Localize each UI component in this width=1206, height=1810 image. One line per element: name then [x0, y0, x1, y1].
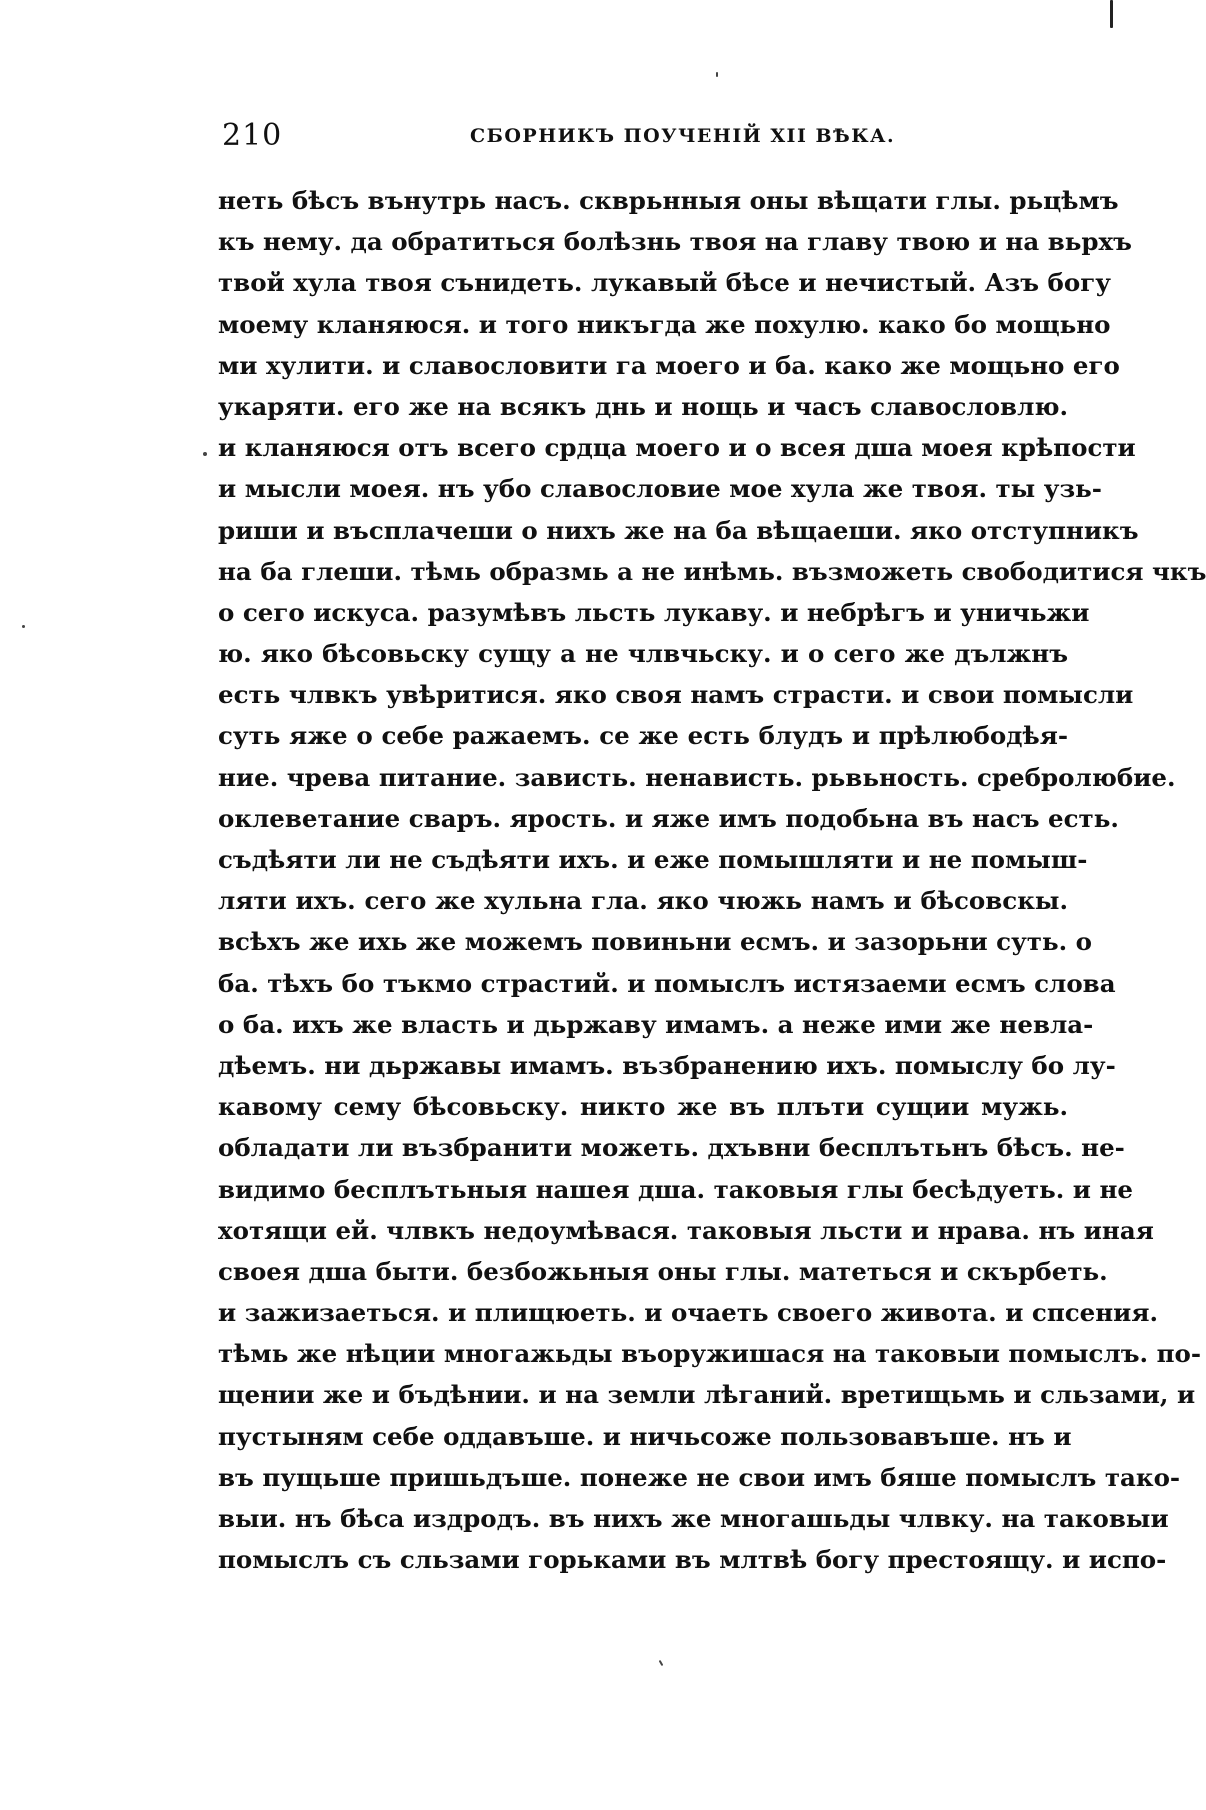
running-title: СБОРНИКЪ ПОУЧЕНІЙ XII ВѢКА.: [470, 125, 896, 147]
text-line: и зажизаеться. и плищюеть. и очаеть своего живота. и спсения.: [218, 1298, 1158, 1328]
scan-speck: [22, 625, 25, 628]
text-line: обладати ли възбранити можеть. дхъвни бесплътьнъ бѣсъ. не-: [218, 1133, 1125, 1163]
text-line: неть бѣсъ вънутрь насъ. скврьнныя оны вѣщати глы. рьцѣмъ: [218, 186, 1119, 215]
text-line: пустыням себе оддавъше. и ничьсоже пользовавъше. нъ и: [218, 1421, 1072, 1451]
body-text: [218, 180, 1206, 1580]
text-line: ба. тѣхъ бо тъкмо страстий. и помыслъ истязаеми есмъ слова: [218, 968, 1116, 998]
text-line: ляти ихъ. сего же хульна гла. яко чюжь намъ и бѣсовскы.: [218, 886, 1068, 916]
page-header: [222, 116, 1054, 156]
text-line: о ба. ихъ же власть и дьржаву имамъ. а неже ими же невла-: [218, 1009, 1094, 1039]
text-line: видимо бесплътьныя нашея дша. таковыя глы бесѣдуеть. и не: [218, 1174, 1134, 1204]
text-line: съдѣяти ли не съдѣяти ихъ. и еже помышляти и не помыш-: [218, 845, 1088, 874]
text-line: кавому сему бѣсовьску. никто же въ плъти сущии мужь.: [218, 1092, 1068, 1122]
text-line: тѣмь же нѣции многажьды въоружишася на таковыи помыслъ. по-: [218, 1339, 1202, 1369]
scan-speck: [716, 72, 718, 77]
text-line: риши и въсплачеши о нихъ же на ба вѣщаеши. яко отступникъ: [218, 515, 1139, 545]
text-line: моему кланяюся. и того никъгда же похулю. како бо мощьно: [218, 309, 1111, 339]
text-line: оклеветание сваръ. ярость. и яже имъ подобьна въ насъ есть.: [218, 803, 1119, 833]
margin-dot: [203, 452, 207, 456]
text-line: щении же и бъдѣнии. и на земли лѣганий. вретищьмь и сльзами, и: [218, 1380, 1196, 1410]
scan-edge-mark: [1110, 0, 1113, 28]
text-line: есть члвкъ увѣритися. яко своя намъ страсти. и свои помысли: [218, 680, 1134, 710]
text-line: ние. чрева питание. зависть. ненависть. рьвьность. сребролюбие.: [218, 762, 1176, 792]
text-line: хотящи ей. члвкъ недоумѣвася. таковыя льсти и нрава. нъ иная: [218, 1215, 1154, 1245]
text-line: укаряти. его же на всякъ днь и нощь и часъ славословлю.: [218, 391, 1068, 421]
text-line: суть яже о себе ражаемъ. се же есть блудъ и прѣлюбодѣя-: [218, 721, 1068, 751]
scan-speck: [659, 1660, 664, 1666]
text-line: въ пущьше пришьдъше. понеже не свои имъ бяше помыслъ тако-: [218, 1462, 1181, 1492]
text-line: твой хула твоя сънидеть. лукавый бѣсе и нечистый. Азъ богу: [218, 268, 1111, 298]
text-line: къ нему. да обратиться болѣзнь твоя на главу твою и на вьрхъ: [218, 227, 1132, 257]
text-line: всѣхъ же ихь же можемъ повиньни есмъ. и зазорьни суть. о: [218, 927, 1092, 957]
text-line: ми хулити. и славословити га моего и ба. како же мощьно его: [218, 350, 1120, 380]
text-line: на ба глеши. тѣмь образмь а не инѣмь. възможеть свободитися чкъ: [218, 556, 1206, 586]
text-line: своея дша быти. безбожьныя оны глы. матеться и скърбеть.: [218, 1256, 1108, 1286]
text-line: выи. нъ бѣса издродъ. въ нихъ же многашьды члвку. на таковыи: [218, 1504, 1169, 1533]
text-line: и мысли моея. нъ убо славословие мое хула же твоя. ты узь-: [218, 474, 1102, 504]
text-line: дѣемъ. ни дьржавы имамъ. възбранению ихъ. помыслу бо лу-: [218, 1050, 1116, 1080]
text-line: помыслъ съ сльзами горьками въ млтвѣ богу престоящу. и испо-: [218, 1545, 1167, 1575]
page-number: 210: [222, 118, 283, 153]
text-line: и кланяюся отъ всего срдца моего и о всея дша моея крѣпости: [218, 433, 1136, 463]
text-line: о сего искуса. разумѣвъ льсть лукаву. и небрѣгъ и уничьжи: [218, 597, 1090, 627]
text-line: ю. яко бѣсовьску сущу а не члвчьску. и о сего же дължнъ: [218, 639, 1068, 669]
